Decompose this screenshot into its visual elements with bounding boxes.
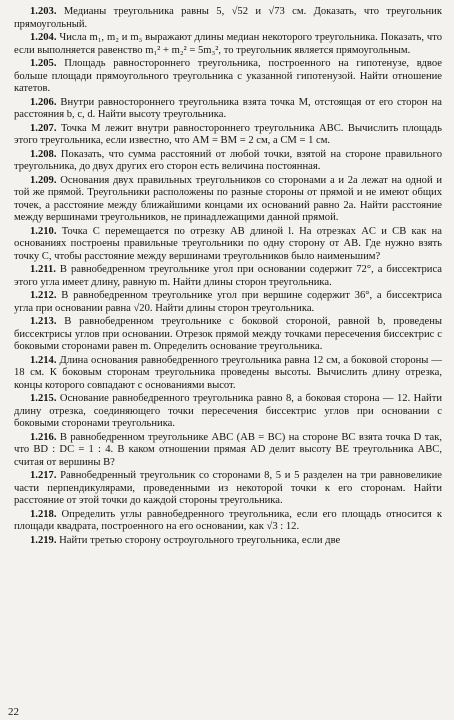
- problem-number: 1.214.: [30, 354, 57, 366]
- problem: [14, 32, 442, 57]
- problem: [14, 58, 442, 96]
- problem-text: Длина основания равнобедренного треугольника равна 12 см, а боковой стороны — 18 см. К боковым сторонам треугольника проведены высоты. Вычислить длину отрезка, концы которого совпадают с основаниями высот.: [14, 354, 442, 391]
- problem-number: 1.203.: [30, 6, 57, 17]
- problem-list: [14, 6, 442, 547]
- problem-number: 1.215.: [30, 393, 57, 404]
- problem: [14, 355, 442, 393]
- problem: [14, 290, 442, 315]
- problem-number: 1.216.: [30, 431, 57, 443]
- problem-text: Определить углы равнобедренного треугольника, если его площадь относится к площади квадрата, построенного на его основании, как √3 : 12.: [14, 508, 442, 532]
- problem-number: 1.206.: [30, 96, 57, 108]
- problem-number: 1.209.: [30, 174, 57, 186]
- problem-text: В равнобедренном треугольнике с боковой стороной, равной b, проведены биссектрисы углов при основании. Отрезок прямой между точками пересечения биссектрис с боковыми сторонами равен m. Определить основание треугольника.: [14, 316, 442, 352]
- problem-number: 1.207.: [30, 122, 57, 134]
- problem-number: 1.212.: [30, 290, 57, 301]
- problem-text: В равнобедренном треугольнике угол при вершине содержит 36°, а биссектриса угла при основании равна √20. Найти длины сторон треугольника.: [14, 290, 442, 314]
- problem-text: Внутри равностороннего треугольника взята точка M, отстоящая от его сторон на расстояния b, c, d. Найти высоту треугольника.: [14, 96, 442, 120]
- problem: [14, 123, 442, 148]
- problem: [14, 226, 442, 264]
- problem: [14, 316, 442, 354]
- problem-text: В равнобедренном треугольнике ABC (AB = BC) на стороне BC взята точка D так, что BD : DC = 1 : 4. В каком отношении прямая AD делит высоту BE треугольника ABC, считая от вершины B?: [14, 431, 442, 468]
- problem-text: Равнобедренный треугольник со сторонами 8, 5 и 5 разделен на три равновеликие части перпендикулярами, проведенными из некоторой точки к его сторонам. Найти расстояние от этой точки до каждой стороны треугольника.: [14, 470, 442, 506]
- problem-text: Площадь равностороннего треугольника, построенного на гипотенузе, вдвое больше площади прямоугольного треугольника с указанной гипотенузой. Найти отношение катетов.: [14, 58, 442, 94]
- problem: [14, 264, 442, 289]
- page-number: 22: [8, 706, 19, 718]
- problem: [14, 432, 442, 470]
- problem: [14, 535, 442, 548]
- problem-text: Основание равнобедренного треугольника равно 8, а боковая сторона — 12. Найти длину отрезка, соединяющего точки пересечения биссектрис углов при основании с боковыми сторонами треугольника.: [14, 393, 442, 429]
- problem-number: 1.211.: [30, 264, 56, 275]
- problem-text: В равнобедренном треугольнике угол при основании содержит 72°, а биссектриса этого угла имеет длину, равную m. Найти длины сторон треугольника.: [14, 264, 442, 288]
- problem-number: 1.208.: [30, 148, 57, 160]
- problem: [14, 509, 442, 534]
- problem-number: 1.213.: [30, 316, 57, 327]
- problem-text: Точка C перемещается по отрезку AB длиной l. На отрезках AC и CB как на основаниях построены правильные треугольники по одну сторону от AB. Где нужно взять точку C, чтобы расстояние между вершинами треугольников было наименьшим?: [14, 225, 442, 262]
- problem-text: Медианы треугольника равны 5, √52 и √73 см. Доказать, что треугольник прямоугольный.: [14, 6, 442, 30]
- problem: [14, 149, 442, 174]
- problem-number: 1.204.: [30, 32, 57, 43]
- problem-number: 1.217.: [30, 470, 57, 481]
- problem-number: 1.218.: [30, 508, 57, 520]
- problem-number: 1.219.: [30, 534, 57, 546]
- problem-text: Числа m₁, m₂ и m₃ выражают длины медиан некоторого треугольника. Показать, что если выполняется равенство m₁² + m₂² = 5m₃², то треугольник является прямоугольным.: [14, 32, 442, 56]
- problem-number: 1.205.: [30, 58, 57, 69]
- problem-text: Основания двух правильных треугольников со сторонами a и 2a лежат на одной и той же прямой. Треугольники расположены по разные стороны от прямой и не имеют общих точек, а расстояние между ближайшими концами их оснований равно 2a. Найти расстояние между вершинами треугольников, не принадлежащими данной прямой.: [14, 174, 442, 223]
- problem-number: 1.210.: [30, 225, 57, 237]
- problem: [14, 97, 442, 122]
- problem-text: Найти третью сторону остроугольного треугольника, если две: [56, 534, 341, 546]
- problem: [14, 6, 442, 31]
- problem: [14, 175, 442, 225]
- problem: [14, 393, 442, 431]
- problem-text: Точка M лежит внутри равностороннего треугольника ABC. Вычислить площадь этого треугольника, если известно, что AM = BM = 2 см, а CM = 1 см.: [14, 122, 442, 146]
- problem-text: Показать, что сумма расстояний от любой точки, взятой на стороне правильного треугольника, до двух других его сторон есть величина постоянная.: [14, 148, 442, 172]
- problem: [14, 470, 442, 508]
